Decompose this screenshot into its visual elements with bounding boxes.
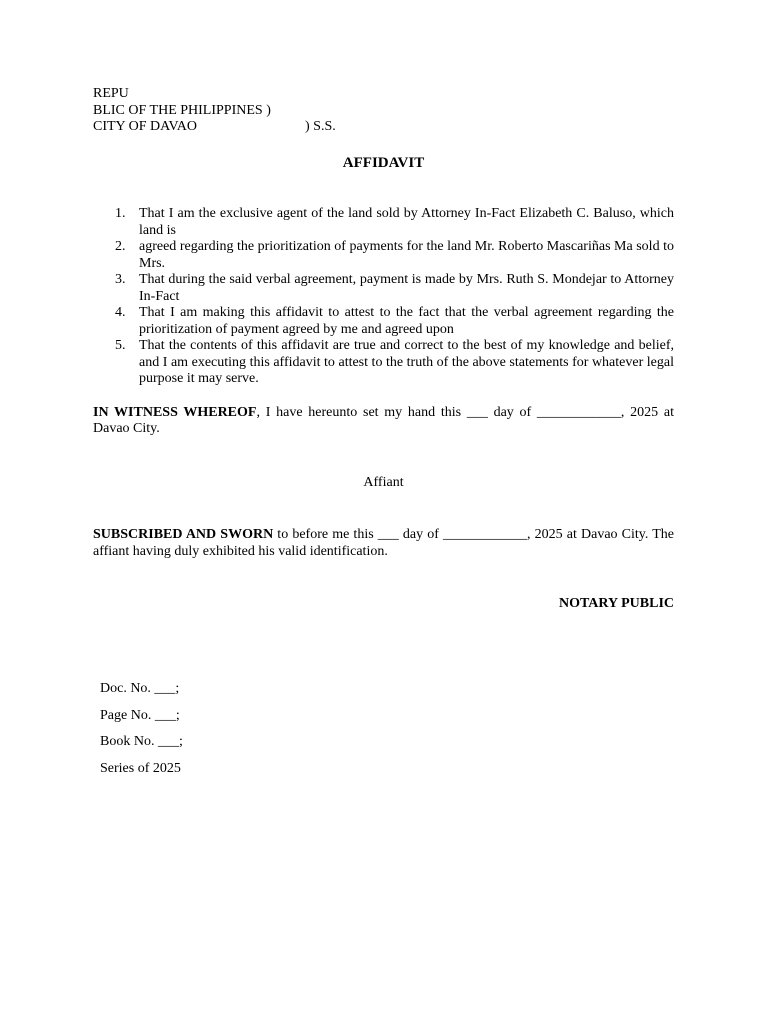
clause-number: 3. bbox=[115, 272, 126, 287]
notary-public-label: NOTARY PUBLIC bbox=[558, 596, 674, 611]
clause-item bbox=[93, 338, 674, 388]
venue-ss: ) S.S. bbox=[305, 119, 336, 134]
venue-line-2 bbox=[93, 103, 674, 120]
clause-item bbox=[93, 239, 674, 272]
venue-line-3 bbox=[93, 119, 674, 136]
clause-list bbox=[93, 206, 674, 388]
clause-text: That during the said verbal agreement, payment is made by Mrs. Ruth S. Mondejar to Attorney In-Fact bbox=[139, 272, 674, 304]
clause-item bbox=[93, 305, 674, 338]
clause-text: That I am making this affidavit to attest to the fact that the verbal agreement regarding the prioritization of payment agreed by me and agreed upon bbox=[139, 305, 674, 337]
notarial-registry bbox=[100, 681, 183, 787]
clause-item bbox=[93, 272, 674, 305]
document-title: AFFIDAVIT bbox=[342, 154, 425, 171]
venue-republic-part2: BLIC OF THE PHILIPPINES ) bbox=[93, 102, 271, 118]
clause-text: That I am the exclusive agent of the land sold by Attorney In-Fact Elizabeth C. Baluso, which land is bbox=[139, 206, 674, 238]
witness-paragraph bbox=[93, 405, 674, 438]
doc-number: Doc. No. ___; bbox=[100, 681, 180, 696]
venue-line-1 bbox=[93, 86, 674, 103]
clause-text: That the contents of this affidavit are true and correct to the best of my knowledge and belief, and I am executing this affidavit to attest to the truth of the above statements for whatever legal purpose it may serve. bbox=[139, 338, 674, 386]
witness-text: , I have hereunto set my hand this ___ day of ____________, 2025 at Davao City. bbox=[93, 404, 675, 436]
jurat-lead: SUBSCRIBED AND SWORN bbox=[93, 527, 274, 542]
venue-block bbox=[93, 86, 674, 136]
clause-number: 5. bbox=[115, 338, 126, 353]
venue-republic-part1: REPU bbox=[93, 86, 129, 101]
jurat-paragraph bbox=[93, 527, 674, 560]
affidavit-page bbox=[93, 86, 674, 613]
clause-number: 2. bbox=[115, 239, 126, 254]
jurat-text: to before me this ___ day of ____________, 2025 at Davao City. The affiant having duly exhibited his valid identification. bbox=[93, 527, 674, 559]
book-number: Book No. ___; bbox=[100, 734, 183, 749]
clause-item bbox=[93, 206, 674, 239]
witness-lead: IN WITNESS WHEREOF bbox=[93, 404, 257, 420]
clause-number: 4. bbox=[115, 305, 126, 320]
clause-number: 1. bbox=[115, 206, 126, 221]
affiant-label: Affiant bbox=[363, 474, 404, 490]
page-number: Page No. ___; bbox=[100, 707, 180, 723]
venue-city: CITY OF DAVAO bbox=[93, 119, 197, 134]
series-year: Series of 2025 bbox=[100, 760, 181, 776]
clause-text: agreed regarding the prioritization of payments for the land Mr. Roberto Mascariñas Ma sold to Mrs. bbox=[139, 239, 674, 271]
